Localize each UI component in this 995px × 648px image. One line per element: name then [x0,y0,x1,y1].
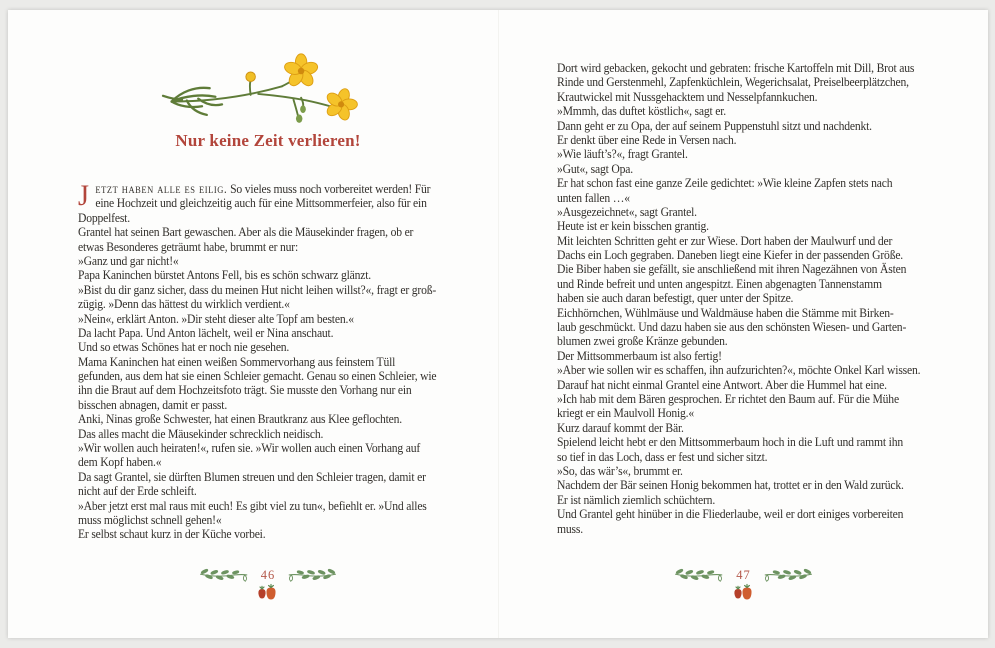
strawberries-icon [78,583,458,601]
text-line: »Mmmh, das duftet köstlich«, sagt er. [556,104,726,119]
text-line: Nachdem der Bär seinen Honig bekommen hat, trottet er in den Wald zurück. [556,478,904,493]
text-line: muss. [556,521,583,536]
text-line: und Rinde befreit und unten angespitzt. Einen abgenagten Tannenstamm [556,276,882,291]
right-page-text [557,61,971,536]
text-line: Er ist nämlich ziemlich schüchtern. [556,492,715,507]
text-line: Spielend leicht hebt er den Mittsommerbaum hoch in die Luft und rammt ihn [556,435,903,450]
text-line: Die Biber haben sie gefällt, sie anschließend mit ihren Nagezähnen von Ästen [556,262,906,277]
text-line: Kurz darauf kommt der Bär. [556,420,684,435]
text-line: »Bist du dir ganz sicher, dass du meinen Hut nicht leihen willst?«, fragt er groß- [78,282,437,297]
vine-ornament-left-icon [196,567,254,583]
left-page-text [78,179,492,542]
text-line: »Wie läuft’s?«, fragt Grantel. [556,147,688,162]
text-line: zügig. »Denn das hättest du wirklich verdient.« [78,297,290,312]
lead-rest: So vieles muss noch vorbereitet werden! Für [227,182,431,196]
text-line: »Aber wie sollen wir es schaffen, ihn aufzurichten?«, möchte Onkel Karl wissen. [556,363,920,378]
text-line: Dort wird gebacken, gekocht und gebraten: frische Kartoffeln mit Dill, Brot aus [556,61,914,75]
text-line: Er denkt über eine Rede in Versen nach. [556,132,736,147]
text-line: unten fallen …« [556,190,630,205]
text-line: »Ausgezeichnet«, sagt Grantel. [556,204,697,219]
text-line: gefunden, aus dem hat sie einen Schleier gemacht. Genau so einen Schleier, wie [78,369,437,384]
text-line: Anki, Ninas große Schwester, hat einen Brautkranz aus Klee geflochten. [78,412,403,427]
vine-ornament-right-icon [758,567,816,583]
text-line: »Aber jetzt erst mal raus mit euch! Es gibt viel zu tun«, befiehlt er. »Und alles [78,498,427,513]
text-line: Eichhörnchen, Wühlmäuse und Waldmäuse haben die Stämme mit Birken- [556,305,894,320]
book-spread [8,10,988,638]
page-left [8,10,499,638]
text-line: Und Grantel geht hinüber in die Fliederlaube, weil er dort einiges vorbereiten [556,507,903,522]
buttercup-flower-icon [158,52,368,132]
lead-line [78,182,492,196]
text-line: Dann geht er zu Opa, der auf seinem Puppenstuhl sitzt und nachdenkt. [556,118,872,133]
strawberries-icon [554,583,934,601]
text-line: »Ganz und gar nicht!« [78,253,179,268]
text-line: Da lacht Papa. Und Anton lächelt, weil er Nina anschaut. [78,325,334,340]
text-line: Und so etwas Schönes hat er noch nie gesehen. [78,340,290,355]
page-number: 47 [736,567,751,582]
vine-ornament-left-icon [671,567,729,583]
text-line: Heute ist er kein bisschen grantig. [556,219,709,234]
text-line: laub geschmückt. Und dazu haben sie aus den schönsten Wiesen- und Garten- [556,320,906,335]
text-line: so tief in das Loch, dass er fest und sicher sitzt. [556,449,767,464]
text-line: muss möglichst schnell gehen!« [78,512,222,527]
text-line: haben sie auch daran befestigt, quer unter der Spitze. [556,291,793,306]
page-number: 46 [260,567,276,582]
text-line: Dachs ein Loch gegraben. Daneben liegt eine Kiefer in der passenden Größe. [556,248,903,263]
text-line: »So, das wär’s«, brummt er. [556,463,683,478]
text-line: ihn die Braut auf dem Hochzeitsfoto trägt. Sie musste den Vorhang nur ein [78,383,412,398]
text-line: Er selbst schaut kurz in der Küche vorbei. [78,527,266,542]
text-line: »Ich hab mit dem Bären gesprochen. Er richtet den Baum auf. Für die Mühe [556,391,899,406]
text-line: Er hat schon fast eine ganze Zeile gedichtet: »Wie kleine Zapfen stets nach [556,176,892,191]
text-line: Rinde und Gerstenmehl, Zapfenküchlein, Wegerichsalat, Preiselbeerplätzchen, [556,75,909,90]
text-line: bisschen abnagen, damit er passt. [78,397,228,412]
text-line: Mama Kaninchen hat einen weißen Sommervorhang aus feinstem Tüll [78,354,396,369]
text-line: nicht auf der Erde schleift. [78,484,197,499]
vine-ornament-right-icon [282,567,340,583]
text-line: blumen zwei große Kränze gebunden. [556,334,728,349]
text-line: Krautwickel mit Nussgehacktem und Nesselpfannkuchen. [556,89,817,104]
chapter-title: Nur keine Zeit verlieren! [175,131,361,150]
text-line: Der Mittsommerbaum ist also fertig! [556,348,722,363]
text-line: »Wir wollen auch heiraten!«, rufen sie. »Wir wollen auch einen Vorhang auf [78,441,421,456]
text-line: Papa Kaninchen bürstet Antons Fell, bis es schön schwarz glänzt. [78,268,372,283]
left-page-footer [78,566,458,601]
text-line: Doppelfest. [78,210,130,225]
text-line: etwas Besonderes geträumt habe, brummt er nur: [78,239,299,254]
text-line: Das alles macht die Mäusekinder schrecklich neidisch. [78,426,324,441]
page-right [499,10,989,638]
text-line: »Gut«, sagt Opa. [556,161,633,176]
text-line: Darauf hat nicht einmal Grantel eine Antwort. Aber die Hummel hat eine. [556,377,887,392]
lead-small-caps: etzt haben alle es eilig. [95,182,228,196]
right-page-footer [554,566,934,601]
right-page-lines [557,61,971,536]
text-line: dem Kopf haben.« [78,455,162,470]
text-line: kriegt er ein Maulvoll Honig.« [556,406,694,421]
text-line: Mit leichten Schritten geht er zur Wiese. Dort haben der Maulwurf und der [556,233,892,248]
text-line: Da sagt Grantel, sie dürften Blumen streuen und den Schleier tragen, damit er [78,469,426,484]
left-page-lines [78,196,492,541]
text-line: »Nein«, erklärt Anton. »Dir steht dieser alte Topf am besten.« [78,311,354,326]
text-line: Grantel hat seinen Bart gewaschen. Aber als die Mäusekinder fragen, ob er [78,225,414,240]
text-line: eine Hochzeit und gleichzeitig auch für eine Mittsommerfeier, also für ein [95,196,427,211]
drop-cap: J [78,179,89,212]
